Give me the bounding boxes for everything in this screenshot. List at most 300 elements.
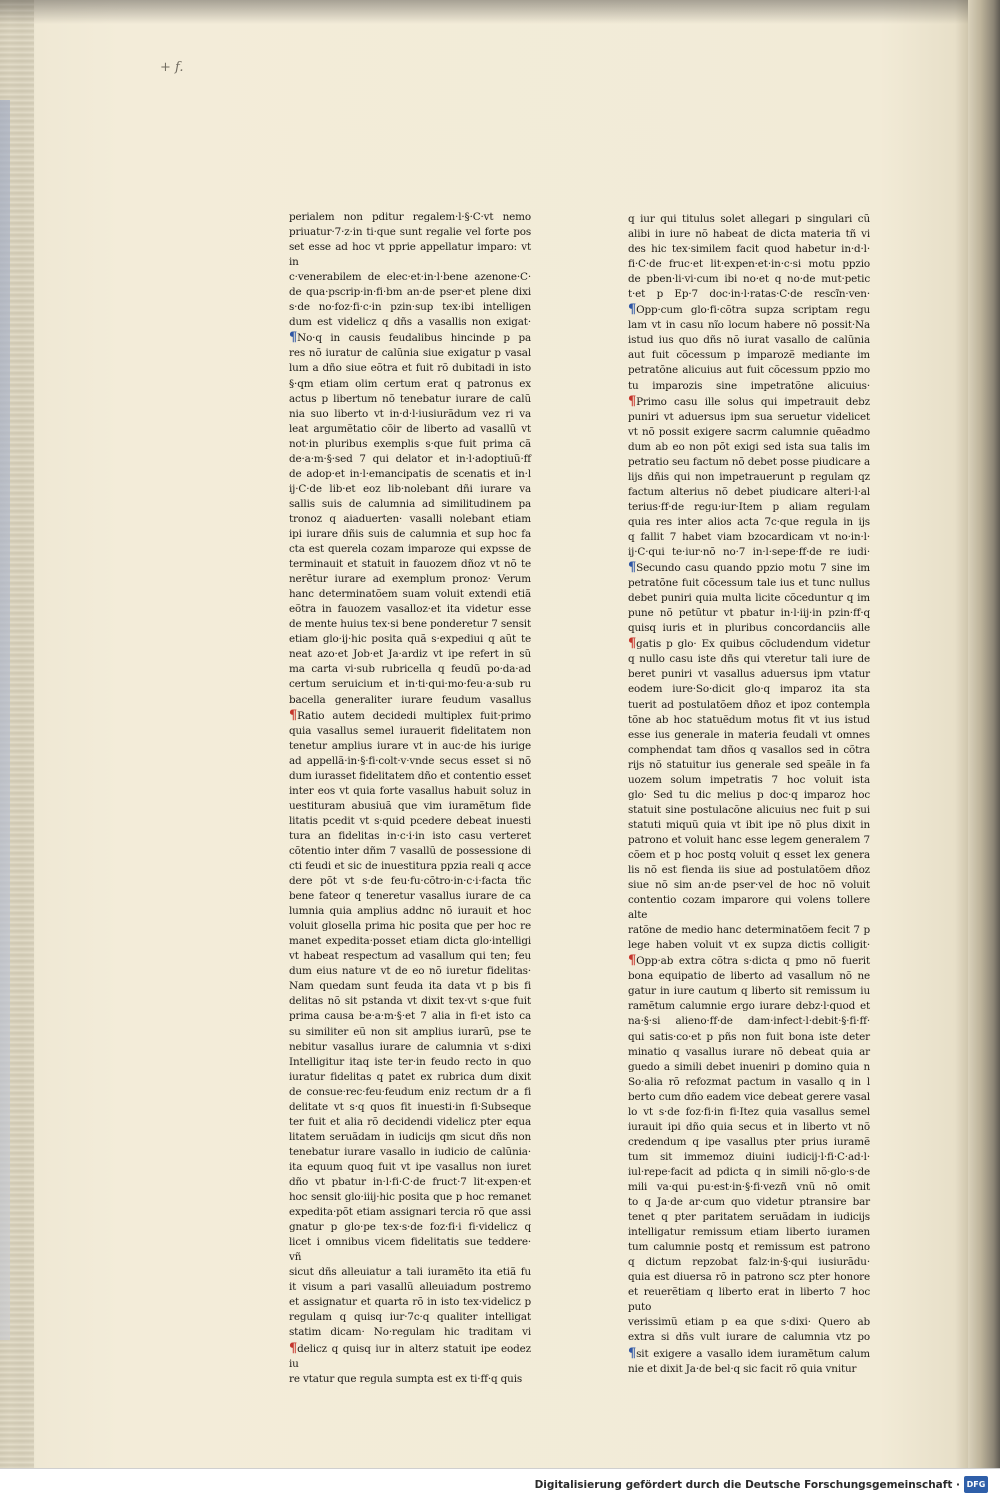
text-line	[289, 587, 531, 602]
line-text: mili va·qui pu·est·in·§·fi·vezñ vnũ nõ omit	[628, 1181, 870, 1193]
text-line	[628, 1362, 870, 1377]
text-line	[289, 240, 531, 270]
line-text: tum sit immemoz diuini iudicij·l·fi·C·ad·l·	[628, 1150, 870, 1163]
text-line	[628, 893, 870, 923]
line-text: Nam quedam sunt feuda ita data vt p bis fi	[289, 980, 531, 993]
text-line	[628, 333, 870, 348]
line-text: de consue·rec·feu·feudum eniz rectum dr a fi	[289, 1085, 531, 1098]
text-line	[289, 557, 531, 572]
line-text: s·de no·foz·fi·c·in pzin·sup tex·ibi intelligen	[289, 301, 531, 314]
line-text: re vtatur que regula sumpta est ex ti·ff·q quis	[289, 1372, 523, 1385]
line-text: nia suo liberto vt in·d·l·iusiurãdum vez ri va	[289, 407, 531, 420]
line-text: litatem seruãdam in iudicijs qm sicut dñs non	[289, 1130, 531, 1143]
line-text: nie et dixit Ja·de bel·q sic facit rõ quia vnitur	[628, 1362, 857, 1375]
line-text: de mente huius tex·si bene ponderetur 7 sensit	[289, 618, 531, 631]
red-pilcrow-icon: ¶	[628, 953, 637, 969]
line-text: glo· Sed tu dic melius p doc·q imparoz hoc	[628, 788, 870, 801]
text-line	[289, 527, 531, 542]
text-line	[289, 844, 531, 859]
text-line	[628, 1180, 870, 1195]
line-text: ratõne de medio hanc determinatõem fecit 7 p	[628, 924, 870, 937]
text-line	[628, 545, 870, 560]
line-text: na·§·si alieno·ff·de dam·infect·l·debit·§·fi·ff·	[628, 1015, 870, 1028]
text-line	[628, 606, 870, 621]
text-line	[289, 724, 531, 739]
text-line	[628, 363, 870, 378]
text-line	[628, 1225, 870, 1240]
text-line	[289, 361, 531, 376]
line-text: ma carta vi·sub rubricella q feudũ po·da·ad	[289, 663, 531, 676]
line-text: uestituram abusiuã que vim iuramẽtum fide	[289, 799, 531, 812]
line-text: guedo a simili debet inueniri p domino quia n	[628, 1060, 870, 1073]
line-text: siue nõ sim an·de pser·vel de hoc nõ voluit	[628, 879, 870, 892]
line-text: berto cum dño eadem vice debeat gerere vasal	[628, 1090, 870, 1103]
line-text: bacella generaliter iurare feudum vasallus	[289, 693, 531, 706]
text-line	[628, 318, 870, 333]
line-text: q iur qui titulus solet allegari p singulari cũ	[628, 213, 870, 225]
line-text: eodem iure·So·dicit glo·q imparoz ita sta	[628, 683, 870, 696]
line-text: hoc sensit glo·iiij·hic posita que p hoc remanet	[289, 1191, 531, 1204]
text-line	[289, 769, 531, 784]
line-text: ad appellã·in·§·fi·colt·v·vnde secus esset si nõ	[289, 754, 531, 767]
line-text: factum alterius nõ debet piudicare alteri·l·al	[628, 485, 870, 498]
text-line	[628, 923, 870, 938]
text-line	[289, 437, 531, 452]
text-line	[628, 348, 870, 363]
line-text: lumnia quia amplius addnc nõ iurauit et hoc	[289, 905, 531, 918]
line-text: terius·ff·de regu·iur·Item p aliam regulam	[628, 500, 870, 513]
text-line	[628, 728, 870, 743]
line-text: cti feudi et sic de inuestitura ppzia reali q acce	[289, 860, 531, 873]
blue-pilcrow-icon: ¶	[628, 302, 637, 318]
line-text: dere põt vt s·de feu·fu·cõtro·in·c·i·facta tñc	[289, 875, 531, 888]
text-line	[289, 964, 531, 979]
line-text: lis nõ est fienda iis siue ad postulatõem dñoz	[628, 864, 870, 877]
line-text: beret puniri vt vasallus aduersus ipm vtatur	[628, 668, 870, 681]
line-text: tronoz q aiaduerten· vasalli nolebant etiam	[289, 512, 531, 525]
line-text: delitate vt s·q quos fit inuesti·in fi·Subseque	[289, 1100, 531, 1113]
line-text: q fallit 7 habet viam bzocardicam vt no·in·l·	[628, 530, 870, 543]
text-line	[289, 285, 531, 300]
text-line	[628, 1240, 870, 1255]
line-text: ramẽtum calumnie ergo iurare debz·l·quod et	[628, 1000, 870, 1013]
line-text: gatur in iure cautum q liberto sit remissum iu	[628, 985, 870, 998]
line-text: Primo casu ille solus qui impetrauit debz	[636, 395, 870, 408]
line-text: petratio seu factum nõ debet posse piudicare a	[628, 455, 870, 468]
text-line	[289, 330, 531, 346]
text-line	[628, 1150, 870, 1165]
right-page-edge	[968, 0, 1000, 1468]
line-text: bene fateor q teneretur vasallus iurare de ca	[289, 890, 531, 903]
text-line	[628, 560, 870, 576]
line-text: vt habeat respectum ad vasallum qui ten; feu	[289, 950, 531, 963]
text-line	[289, 647, 531, 662]
line-text: esse ius generale in materia feudali vt omnes	[628, 728, 870, 741]
text-line	[628, 1060, 870, 1075]
text-line	[628, 394, 870, 410]
text-line	[628, 1014, 870, 1029]
line-text: statim dicam· No·regulam hic traditam vi	[289, 1326, 531, 1339]
line-text: de adop·et in·l·emancipatis de scenatis et in·l	[289, 467, 531, 480]
line-text: lege haben voluit vt ex supza dictis colligit·	[628, 939, 870, 952]
line-text: sicut dñs alleuiatur a tali iuramẽto ita etiã fu	[289, 1266, 531, 1279]
text-line	[289, 1295, 531, 1310]
text-line	[289, 422, 531, 437]
line-text: gnatur p glo·pe tex·s·de foz·fi·i fi·videlicz q	[289, 1221, 531, 1234]
line-text: quia res inter alios acta 7c·que regula in ijs	[628, 515, 870, 528]
line-text: cta est querela cozam imparoze qui expsse de	[289, 543, 531, 556]
line-text: So·alia rõ refozmat pactum in vasallo q in l	[628, 1075, 870, 1088]
text-line	[628, 1270, 870, 1285]
line-text: statuit sine postulacõne alicuius nec fuit p sui	[628, 803, 870, 816]
text-line	[628, 1030, 870, 1045]
line-text: des hic tex·similem facit quod habetur in·d·l·	[628, 243, 870, 256]
line-text: aut fuit cõcessum p imparozẽ mediante im	[628, 349, 870, 362]
edge-stain	[0, 100, 10, 1340]
line-text: delitas nõ sit pstanda vt dixit tex·vt s·que fuit	[289, 995, 531, 1008]
line-text: vt nõ possit exigere sacrm calumnie quẽadmo	[628, 425, 870, 438]
text-line	[289, 739, 531, 754]
line-text: su similiter eũ non sit amplius iurarũ, pse te	[289, 1025, 531, 1038]
text-line	[628, 515, 870, 530]
text-line	[289, 225, 531, 240]
text-line	[289, 693, 531, 708]
text-line	[628, 302, 870, 318]
text-line	[628, 1195, 870, 1210]
text-line	[628, 788, 870, 803]
text-line	[289, 1341, 531, 1372]
text-line	[628, 287, 870, 302]
line-text: debet puniri quia multa licite cõceduntur q im	[628, 592, 870, 605]
text-line	[289, 1372, 531, 1387]
line-text: eõtra in fauozem vasalloz·et ita videtur esse	[289, 603, 531, 616]
text-line	[289, 1100, 531, 1115]
text-line	[289, 1265, 531, 1280]
text-line	[628, 803, 870, 818]
line-text: ter fuit et alia rõ decidendi videlicz pter equa	[289, 1115, 531, 1128]
text-line	[628, 698, 870, 713]
line-text: de pben·li·vi·cum ibi no·et q no·de mut·petic	[628, 273, 870, 286]
text-line	[628, 440, 870, 455]
line-text: de qua·pscrip·in·fi·bm an·de pser·et plene dixi	[289, 286, 531, 299]
line-text: delicz q quisq iur in alterz statuit ipe eodez iu	[289, 1342, 531, 1370]
text-line	[628, 379, 870, 394]
line-text: not·in pluribus exemplis s·que fuit prima cã	[289, 437, 531, 450]
text-line	[628, 863, 870, 878]
text-line	[289, 829, 531, 844]
text-line	[289, 784, 531, 799]
line-text: expedita·põt etiam assignari tercia rõ que assi	[289, 1206, 531, 1219]
text-line	[628, 758, 870, 773]
line-text: certum seruicium et in·ti·qui·mo·feu·a·sub ru	[289, 678, 531, 691]
right-text-column	[628, 212, 870, 1377]
text-line	[628, 953, 870, 969]
line-text: comphendat tam dños q vasallos sed in cõtra	[628, 743, 870, 756]
text-line	[628, 500, 870, 515]
line-text: hanc determinatõem suam voluit extendi etiã	[289, 588, 531, 601]
line-text: lijs dñis qui non impetrauerunt p regulam qz	[628, 470, 870, 483]
line-text: tu imparozis sine impetratõne alicuius·	[628, 379, 870, 392]
text-line	[289, 1040, 531, 1055]
red-pilcrow-icon: ¶	[628, 393, 637, 409]
blue-pilcrow-icon: ¶	[628, 1345, 637, 1361]
text-line	[289, 1160, 531, 1175]
text-line	[289, 300, 531, 315]
line-text: et reuerẽtiam q liberto erat in liberto 7 hoc puto	[628, 1286, 870, 1314]
line-text: bona equipatio de liberto ad vasallum nõ ne	[628, 970, 870, 983]
text-line	[289, 617, 531, 632]
text-line	[628, 425, 870, 440]
line-text: cõem et p hoc postq voluit q esset lex genera	[628, 848, 870, 861]
line-text: Opp·ab extra cõtra s·dicta q pmo nõ fuerit	[636, 955, 870, 968]
text-line	[289, 497, 531, 512]
line-text: intelligatur remissum etiam liberto iuramen	[628, 1226, 870, 1239]
text-line	[628, 652, 870, 667]
line-text: inter eos vt quia forte vasallus habuit soluz in	[289, 784, 531, 797]
text-line	[289, 1070, 531, 1085]
text-line	[628, 713, 870, 728]
text-line	[628, 1285, 870, 1315]
line-text: tum calumnie postq et remissum est patrono	[628, 1241, 870, 1254]
text-line	[289, 814, 531, 829]
line-text: dum iurasset fidelitatem dño et contentio esset	[289, 769, 531, 782]
line-text: pune nõ petũtur vt pbatur in·l·iij·in pzin·ff·q	[628, 607, 870, 620]
left-page-edge	[0, 0, 34, 1468]
text-line	[289, 677, 531, 692]
line-text: contentio cozam imparore qui volens tollere alte	[628, 894, 870, 922]
line-text: dum eius nature vt de eo nõ iuretur fidelitas·	[289, 965, 531, 978]
line-text: licet i omnibus vicem fidelitatis sue teddere· vñ	[289, 1236, 531, 1264]
line-text: ipi iurare dñis suis de calumnia et sup hoc fa	[289, 527, 531, 540]
text-line	[289, 572, 531, 587]
line-text: qui satis·co·et p pñs non fuit bona iste deter	[628, 1030, 870, 1043]
line-text: dño vt pbatur in·l·fi·C·de fruct·7 lit·expen·et	[289, 1176, 531, 1188]
line-text: c·venerabilem de elec·et·in·l·bene azenone·C·	[289, 271, 531, 284]
top-shadow	[0, 0, 1000, 24]
blue-pilcrow-icon: ¶	[289, 330, 298, 346]
line-text: etiam glo·ij·hic posita quã s·expediui q aũt te	[289, 633, 531, 646]
line-text: credendum q ipe vasallus pter prius iuramẽ	[628, 1135, 870, 1148]
dfg-logo: DFG	[964, 1476, 988, 1493]
text-line	[289, 482, 531, 497]
line-text: nebitur vasallus iurare de calumnia vt s·dixi	[289, 1040, 531, 1053]
text-line	[628, 938, 870, 953]
text-line	[289, 1205, 531, 1220]
text-line	[289, 346, 531, 361]
text-line	[628, 1255, 870, 1270]
text-line	[289, 949, 531, 964]
line-text: iurauit ipi dño quia secus et in liberto vt nõ	[628, 1120, 870, 1133]
line-text: iuratur fidelitas q patet ex rubrica dum dixit	[289, 1070, 531, 1083]
line-text: dum est videlicz q dñs a vasallis non exigat·	[289, 316, 531, 329]
text-line	[289, 542, 531, 557]
text-line	[289, 1009, 531, 1024]
line-text: Opp·cum glo·fi·cõtra supza scriptam regu	[636, 304, 870, 317]
line-text: verissimũ etiam p ea que s·dixi· Quero ab	[628, 1316, 870, 1329]
text-line	[289, 1055, 531, 1070]
text-line	[289, 708, 531, 724]
footer-bar	[0, 1468, 1000, 1502]
text-line	[628, 242, 870, 257]
text-line	[289, 979, 531, 994]
text-line	[628, 455, 870, 470]
line-text: set esse ad hoc vt pprie appellatur imparo: vt in	[289, 241, 531, 269]
line-text: extra si dñs vult iurare de calumnia vtz po	[628, 1331, 870, 1344]
red-pilcrow-icon: ¶	[628, 636, 637, 652]
line-text: rijs nõ statuitur ius generale sed speãle in fa	[628, 758, 870, 771]
text-line	[289, 1085, 531, 1100]
text-line	[289, 377, 531, 392]
line-text: leat argumẽtatio cõir de liberto ad vasallũ vt	[289, 422, 531, 435]
text-line	[628, 1120, 870, 1135]
text-line	[289, 874, 531, 889]
line-text: Ratio autem decidedi multiplex fuit·primo	[297, 709, 531, 722]
line-text: tõne ab hoc statuẽdum motus fit vt ius istud	[628, 713, 870, 726]
text-line	[628, 818, 870, 833]
text-line	[289, 1325, 531, 1340]
line-text: to q Ja·de ar·cum quo videtur ptransire bar	[628, 1196, 870, 1209]
text-line	[628, 1330, 870, 1345]
text-line	[628, 576, 870, 591]
text-line	[628, 1135, 870, 1150]
funding-notice: Digitalisierung gefördert durch die Deutsche Forschungsgemeinschaft ·	[534, 1479, 960, 1491]
text-line	[289, 859, 531, 874]
line-text: statuti miquũ quia vt ibit ipe nõ plus dixit in	[628, 818, 870, 831]
text-line	[289, 1220, 531, 1235]
text-line	[628, 682, 870, 697]
text-line	[289, 754, 531, 769]
line-text: manet expedita·posset etiam dicta glo·intelligi	[289, 935, 531, 948]
text-line	[628, 1105, 870, 1120]
red-pilcrow-icon: ¶	[289, 707, 298, 723]
text-line	[628, 1045, 870, 1060]
text-line	[628, 1210, 870, 1225]
text-line	[289, 662, 531, 677]
line-text: tenebatur iurare vasallo in iudicio de calũnia·	[289, 1145, 531, 1158]
line-text: sit exigere a vasallo idem iuramẽtum calum	[636, 1347, 870, 1360]
line-text: tenet q pter paritatem seruãdam in iudicijs	[628, 1211, 870, 1224]
line-text: res nõ iuratur de calũnia siue exigatur p vasal	[289, 347, 531, 360]
text-line	[628, 272, 870, 287]
text-line	[289, 889, 531, 904]
line-text: priuatur·7·z·in ti·que sunt regalie vel forte pos	[289, 226, 531, 239]
line-text: quia vasallus semel iurauerit fidelitatem non	[289, 724, 531, 737]
text-line	[289, 934, 531, 949]
line-text: de·a·m·§·sed 7 qui delator et in·l·adoptiuũ·ff	[289, 452, 531, 465]
line-text: Secundo casu quando ppzio motu 7 sine im	[636, 562, 870, 575]
text-line	[289, 1145, 531, 1160]
line-text: iul·repe·facit ad pdicta q in simili nõ·glo·s·de	[628, 1165, 870, 1178]
line-text: actus p libertum nõ tenebatur iurare de calũ	[289, 392, 531, 405]
line-text: t·et p Ep·7 doc·in·l·ratas·C·de rescĩn·ven·	[628, 288, 870, 301]
line-text: No·q in causis feudalibus hincinde p pa	[297, 332, 531, 345]
line-text: alibi in iure nõ habeat de dicta materia tñ vi	[628, 228, 870, 241]
text-line	[628, 984, 870, 999]
line-text: gatis p glo· Ex quibus cõcludendum videtur	[636, 638, 870, 651]
line-text: lum a dño siue eõtra et fuit rõ dubitadi in isto	[289, 362, 531, 375]
line-text: fi·C·de fruc·et lit·expen·et·in·c·si motu ppzio	[628, 258, 870, 271]
text-line	[628, 1346, 870, 1362]
text-line	[628, 636, 870, 652]
line-text: neat azo·et Job·et Ja·ardiz vt ipe refert in sũ	[289, 648, 531, 661]
line-text: §·qm etiam olim certum erat q patronus ex	[289, 377, 531, 390]
line-text: prima causa be·a·m·§·et 7 alia in fi·et isto ca	[289, 1010, 531, 1023]
text-line	[628, 999, 870, 1014]
text-line	[289, 1175, 531, 1190]
line-text: patrono et voluit hanc esse legem generalem 7	[628, 833, 870, 846]
text-line	[628, 227, 870, 242]
line-text: et assignatur et quarta rõ in isto tex·videlicz p	[289, 1296, 531, 1309]
text-line	[289, 919, 531, 934]
line-text: istud ius quo dñs nõ iurat vasallo de calũnia	[628, 334, 870, 347]
text-line	[289, 467, 531, 482]
line-text: uozem solum impetratis 7 hoc voluit ista	[628, 773, 870, 786]
text-line	[289, 270, 531, 285]
text-line	[628, 470, 870, 485]
text-line	[628, 1075, 870, 1090]
line-text: q nullo casu iste dñs qui vteretur tali iure de	[628, 653, 870, 666]
text-line	[628, 878, 870, 893]
text-line	[628, 969, 870, 984]
text-line	[289, 1280, 531, 1295]
text-line	[628, 1165, 870, 1180]
text-line	[289, 392, 531, 407]
text-line	[628, 212, 870, 227]
line-text: it visum a pari vasallũ alleuiadum postremo	[289, 1281, 531, 1294]
line-text: sallis suis de calumnia ad similitudinem pa	[289, 497, 531, 510]
blue-pilcrow-icon: ¶	[628, 560, 637, 576]
text-line	[628, 530, 870, 545]
text-line	[289, 904, 531, 919]
line-text: nerẽtur iurare ad exemplum pronoz· Verum	[289, 573, 531, 586]
line-text: petratõne alicuius aut fuit cõcessum ppzio mo	[628, 364, 870, 377]
text-line	[628, 621, 870, 636]
line-text: quisq iuris et in pluribus concordanciis alle	[628, 622, 870, 635]
text-line	[289, 1235, 531, 1265]
line-text: litatis pcedit vt s·quid pcedere debeat inuesti	[289, 814, 531, 827]
line-text: lo vt s·de foz·fi·in fi·Itez quia vasallus semel	[628, 1105, 870, 1118]
text-line	[628, 591, 870, 606]
red-pilcrow-icon: ¶	[289, 1340, 298, 1356]
text-line	[289, 1115, 531, 1130]
line-text: voluit glosella prima hic posita que per hoc re	[289, 920, 531, 933]
text-line	[628, 410, 870, 425]
text-line	[628, 257, 870, 272]
text-line	[628, 848, 870, 863]
text-line	[289, 1025, 531, 1040]
line-text: tura an fidelitas in·c·i·in isto casu verteret	[289, 829, 531, 842]
line-text: petratõne fuit cõcessum tale ius et tunc nullus	[628, 577, 870, 590]
text-line	[289, 1310, 531, 1325]
line-text: ij·C·de lib·et eoz lib·nolebant dñi iurare va	[289, 482, 531, 495]
line-text: terminauit et statuit in fauozem dñoz vt nõ te	[289, 558, 531, 571]
line-text: tuerit ad postulatõem dñoz et ipoz contempla	[628, 698, 870, 711]
text-line	[289, 210, 531, 225]
text-line	[289, 799, 531, 814]
text-line	[628, 773, 870, 788]
text-line	[628, 667, 870, 682]
line-text: ita equum quoq fuit vt ipe vasallus non iuret	[289, 1160, 531, 1173]
line-text: cõtentio inter dñm 7 vasallũ de possessione di	[289, 844, 531, 857]
text-line	[289, 315, 531, 330]
left-text-column	[289, 210, 531, 1387]
text-line	[628, 1315, 870, 1330]
line-text: ij·C·qui te·iur·nõ no·7 in·l·sepe·ff·de re iudi·	[628, 546, 870, 559]
line-text: regulam q quisq iur·7c·q qualiter intelligat	[289, 1311, 531, 1324]
line-text: minatio q vasallus iurare nõ debeat quia ar	[628, 1045, 870, 1058]
line-text: dum ab eo non põt exigi sed ista sua talis im	[628, 440, 870, 453]
text-line	[289, 632, 531, 647]
